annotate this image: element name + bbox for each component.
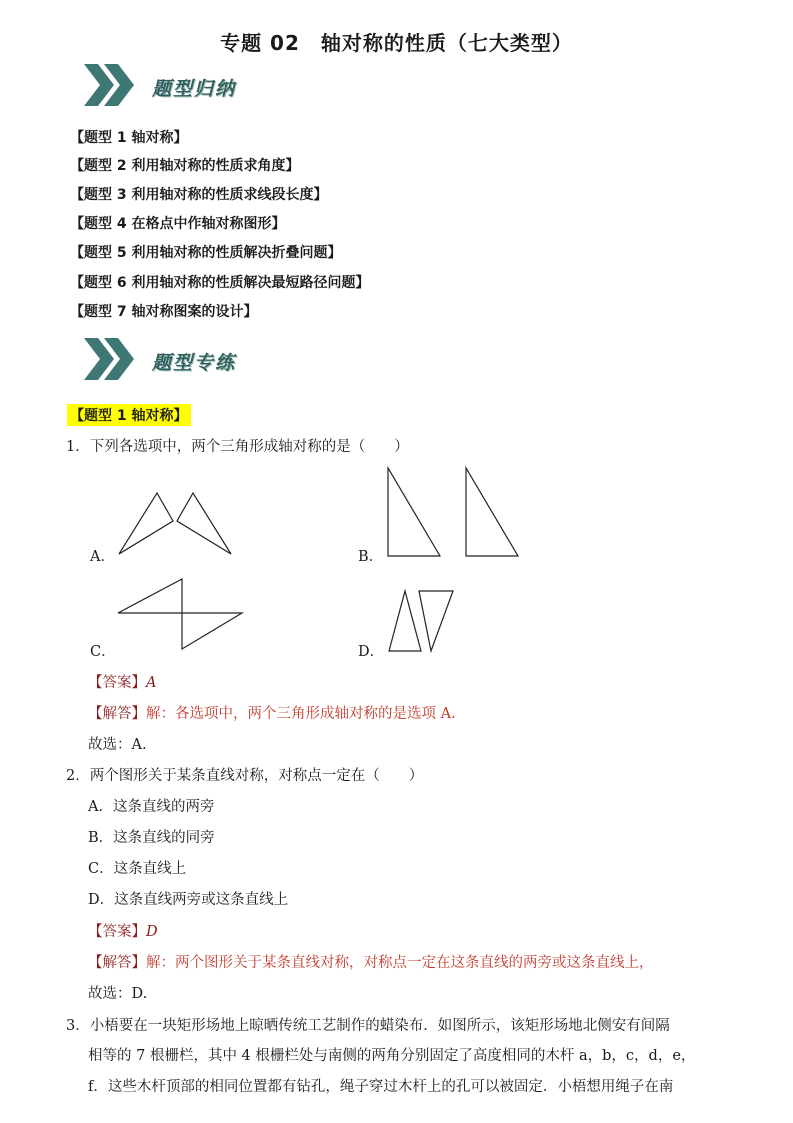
question-3-line-1: 3．小梧要在一块矩形场地上晾晒传统工艺制作的蜡染布．如图所示，该矩形场地北侧安有间隔 — [66, 1018, 670, 1034]
banner-label: 题型归纳 — [152, 78, 237, 100]
answer-value: A — [146, 675, 157, 691]
question-1-answer — [88, 671, 156, 692]
explain-text: 解：两个图形关于某条直线对称，对称点一定在这条直线的两旁或这条直线上， — [146, 955, 654, 971]
question-2-explanation — [88, 951, 654, 972]
question-1-explanation — [88, 702, 456, 723]
question-3-line-3: f．这些木杆顶部的相同位置都有钻孔，绳子穿过木杆上的孔可以被固定．小梧想用绳子在南 — [88, 1079, 674, 1095]
question-2-choice: 故选：D. — [88, 986, 148, 1002]
figure-option-b — [385, 465, 521, 559]
banner-practice — [82, 336, 282, 388]
question-2-option-d: D．这条直线两旁或这条直线上 — [88, 892, 289, 908]
banner-category-summary — [82, 62, 282, 114]
section-heading-type-1: 【题型 1 轴对称】 — [67, 404, 191, 426]
answer-label: 【答案】 — [88, 924, 146, 940]
toc-item-1: 【题型 1 轴对称】 — [70, 130, 188, 146]
explain-text: 解：各选项中，两个三角形成轴对称的是选项 A. — [146, 706, 456, 722]
question-2-stem: 2．两个图形关于某条直线对称，对称点一定在（ ） — [66, 768, 424, 784]
figure-option-c — [115, 576, 245, 652]
toc-item-5: 【题型 5 利用轴对称的性质解决折叠问题】 — [70, 245, 342, 261]
page-title: 专题 02 轴对称的性质（七大类型） — [220, 31, 573, 55]
answer-value: D — [146, 924, 158, 940]
question-1-option-a: A． — [90, 549, 115, 565]
toc-item-3: 【题型 3 利用轴对称的性质求线段长度】 — [70, 187, 328, 203]
answer-label: 【答案】 — [88, 675, 146, 691]
question-1-stem: 1．下列各选项中，两个三角形成轴对称的是（ ） — [66, 439, 409, 455]
question-2-answer — [88, 920, 158, 941]
question-3-line-2: 相等的 7 根栅栏，其中 4 根栅栏处与南侧的两角分别固定了高度相同的木杆 a，b，c，d，e， — [88, 1048, 696, 1064]
question-1-option-d: D． — [358, 644, 385, 660]
double-chevron-icon — [82, 336, 142, 382]
question-1-option-c: C． — [90, 644, 116, 660]
banner-label: 题型专练 — [152, 352, 237, 374]
figure-option-d — [386, 588, 458, 654]
explain-label: 【解答】 — [88, 706, 146, 722]
explain-label: 【解答】 — [88, 955, 146, 971]
question-1-option-b: B． — [358, 549, 384, 565]
double-chevron-icon — [82, 62, 142, 108]
toc-item-6: 【题型 6 利用轴对称的性质解决最短路径问题】 — [70, 275, 370, 291]
toc-item-7: 【题型 7 轴对称图案的设计】 — [70, 304, 258, 320]
toc-item-4: 【题型 4 在格点中作轴对称图形】 — [70, 216, 286, 232]
question-2-option-c: C．这条直线上 — [88, 861, 187, 877]
toc-item-2: 【题型 2 利用轴对称的性质求角度】 — [70, 158, 300, 174]
question-2-option-a: A．这条直线的两旁 — [88, 799, 215, 815]
question-1-choice: 故选：A. — [88, 737, 147, 753]
question-2-option-b: B．这条直线的同旁 — [88, 830, 215, 846]
figure-option-a — [115, 490, 235, 556]
